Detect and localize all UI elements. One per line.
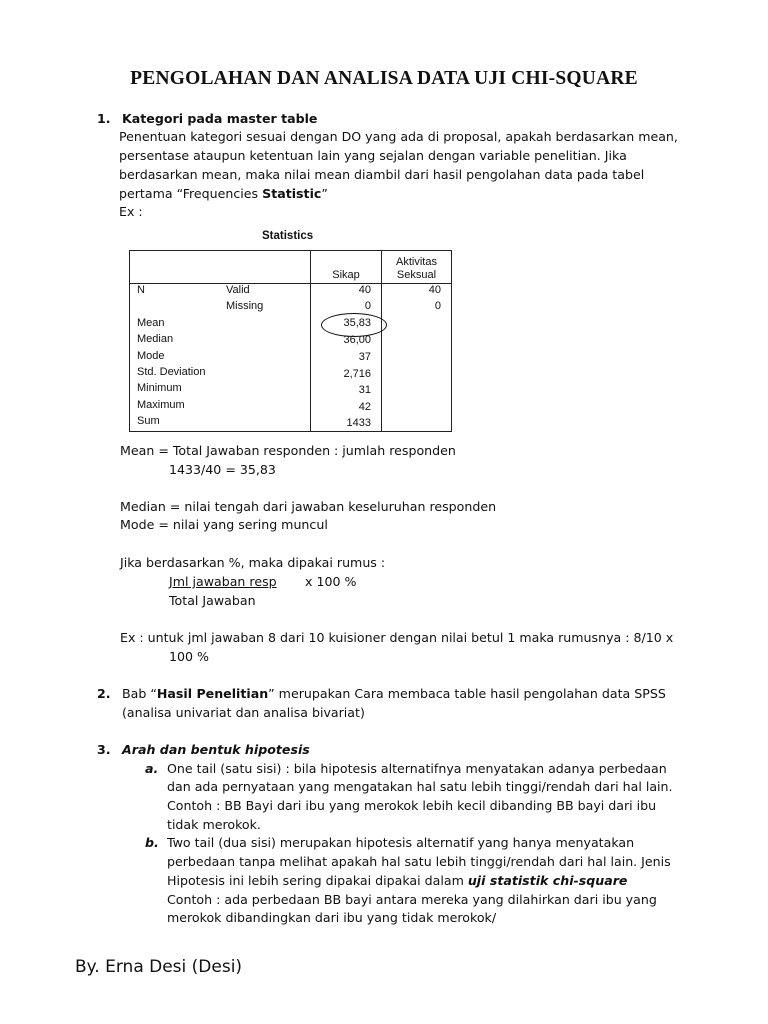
row-label: Median — [137, 333, 174, 345]
column-header-aktivitas-line-1: Aktivitas — [396, 256, 437, 268]
example-percentage-line-1: Ex : untuk jml jawaban 8 dari 10 kuisioner dengan nilai betul 1 maka rumusnya : 8/10 x — [120, 630, 674, 645]
example-percentage-line-2: 100 % — [169, 649, 210, 664]
section-1-line-4: pertama “Frequencies Statistic” — [119, 186, 328, 201]
sikap-value: 42 — [358, 401, 371, 413]
subpoint-b-line-3: Hipotesis ini lebih sering dipakai dipakai dalam uji statistik chi-square — [167, 873, 628, 888]
sikap-value: 31 — [358, 384, 371, 396]
subpoint-b-line-1: Two tail (dua sisi) merupakan hipotesis alternatif yang hanya menyatakan — [167, 835, 635, 850]
sikap-value: 40 — [358, 284, 371, 296]
sikap-value: 36,00 — [343, 334, 371, 346]
statistics-table-title: Statistics — [262, 230, 314, 242]
author-signature: By. Erna Desi (Desi) — [75, 957, 243, 977]
mean-calculation: 1433/40 = 35,83 — [169, 462, 276, 477]
document-title: PENGOLAHAN DAN ANALISA DATA UJI CHI-SQUARE — [130, 68, 638, 89]
column-header-sikap: Sikap — [332, 269, 360, 281]
row-sublabel: Valid — [226, 284, 250, 296]
row-label: Std. Deviation — [137, 366, 206, 378]
sikap-value: 35,83 — [343, 317, 371, 329]
percentage-intro: Jika berdasarkan %, maka dipakai rumus : — [120, 555, 386, 570]
section-1-line-1: Penentuan kategori sesuai dengan DO yang ada di proposal, apakah berdasarkan mean, — [119, 129, 678, 144]
percentage-multiplier: x 100 % — [305, 574, 357, 589]
percentage-denominator: Total Jawaban — [169, 593, 256, 608]
section-3-heading: Arah dan bentuk hipotesis — [122, 742, 310, 757]
section-1-heading: Kategori pada master table — [122, 111, 318, 126]
statistics-table — [129, 250, 452, 432]
sikap-value: 37 — [358, 351, 371, 363]
row-label: Mode — [137, 350, 165, 362]
subpoint-b-line-5: merokok dibandingkan dari ibu yang tidak merokok/ — [167, 910, 497, 925]
section-3-number: 3. — [97, 742, 111, 757]
section-1-example-label: Ex : — [119, 204, 143, 219]
section-2-number: 2. — [97, 686, 111, 701]
row-label: N — [137, 284, 145, 296]
section-1-number: 1. — [97, 111, 111, 126]
sikap-value: 1433 — [346, 417, 371, 429]
sikap-value: 0 — [364, 300, 371, 312]
subpoint-a-line-3: Contoh : BB Bayi dari ibu yang merokok lebih kecil dibanding BB bayi dari ibu — [167, 798, 657, 813]
row-label: Minimum — [137, 382, 182, 394]
mean-formula: Mean = Total Jawaban responden : jumlah responden — [120, 443, 456, 458]
column-header-aktivitas-line-2: Seksual — [396, 269, 437, 281]
percentage-numerator: Jml jawaban resp — [169, 574, 277, 589]
subpoint-a-line-4: tidak merokok. — [167, 817, 261, 832]
mode-definition: Mode = nilai yang sering muncul — [120, 517, 328, 532]
row-label: Sum — [137, 415, 160, 427]
section-1-line-2: persentase ataupun ketentuan lain yang sejalan dengan variable penelitian. Jika — [119, 148, 627, 163]
row-label: Maximum — [137, 399, 185, 411]
subpoint-a-line-2: dan ada pernyataan yang mengatakan hal satu lebih tinggi/rendah dari hal lain. — [167, 779, 673, 794]
subpoint-a-line-1: One tail (satu sisi) : bila hipotesis alternatifnya menyatakan adanya perbedaan — [167, 761, 667, 776]
median-definition: Median = nilai tengah dari jawaban keseluruhan responden — [120, 499, 497, 514]
subpoint-b-line-4: Contoh : ada perbedaan BB bayi antara mereka yang dilahirkan dari ibu yang — [167, 892, 657, 907]
row-label: Mean — [137, 317, 165, 329]
subpoint-b-label: b. — [145, 835, 159, 850]
section-2-line-1: Bab “Hasil Penelitian” merupakan Cara membaca table hasil pengolahan data SPSS — [122, 686, 666, 701]
aktivitas-value: 0 — [434, 300, 441, 312]
subpoint-b-line-2: perbedaan tanpa melihat apakah hal satu lebih tinggi/rendah dari hal lain. Jenis — [167, 854, 671, 869]
sikap-value: 2,716 — [343, 368, 371, 380]
mean-highlight-circle — [321, 313, 387, 337]
row-sublabel: Missing — [226, 300, 264, 312]
subpoint-a-label: a. — [145, 761, 159, 776]
section-2-line-2: (analisa univariat dan analisa bivariat) — [122, 705, 365, 720]
section-1-line-3: berdasarkan mean, maka nilai mean diambil dari hasil pengolahan data pada tabel — [119, 167, 645, 182]
aktivitas-value: 40 — [428, 284, 441, 296]
